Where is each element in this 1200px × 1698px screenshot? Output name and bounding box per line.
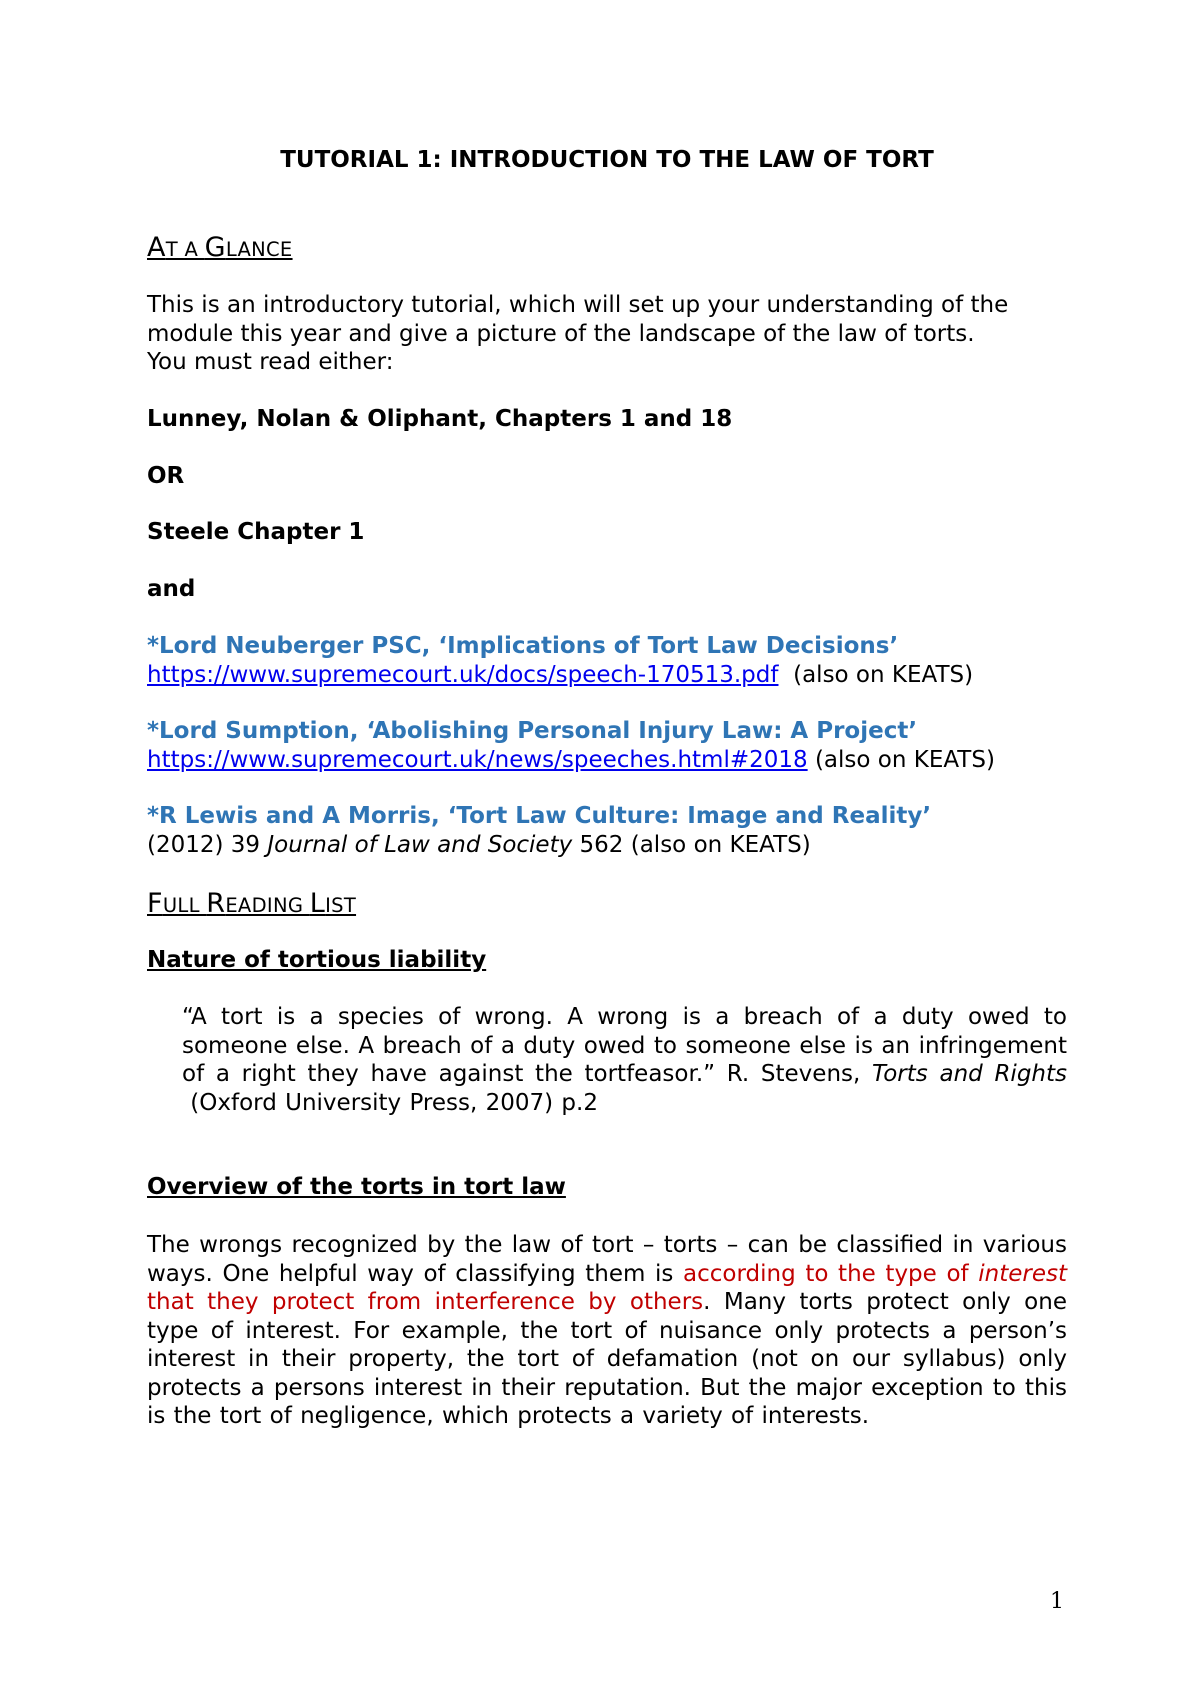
- speech-sumption-title: *Lord Sumption, ‘Abolishing Personal Injury Law: A Project’: [147, 718, 918, 744]
- speech-sumption: *Lord Sumption, ‘Abolishing Personal Injury Law: A Project’ https://www.supremecourt.uk/news/speeches.html#2018 (also on KEATS): [147, 718, 995, 773]
- article-title: *R Lewis and A Morris, ‘Tort Law Culture: Image and Reality’: [147, 803, 932, 829]
- at-a-glance-heading: AT A GLANCE: [147, 232, 293, 263]
- overview-paragraph: The wrongs recognized by the law of tort – torts – can be classified in various ways. One helpful way of classifying them is according to the type of interest that they protect from interference by others. Many torts protect only one type of interest. For example, the tort of nuisance only protects a person’s interest in their property, the tort of defamation (not on our syllabus) only protects a persons interest in their reputation. But the major exception to this is the tort of negligence, which protects a variety of interests.: [147, 1232, 1067, 1429]
- document-title: TUTORIAL 1: INTRODUCTION TO THE LAW OF TORT: [280, 147, 934, 173]
- intro-paragraph: This is an introductory tutorial, which will set up your understanding of the module this year and give a picture of the landscape of the law of torts. You must read either:: [147, 292, 1009, 375]
- section-heading-overview: Overview of the torts in tort law: [147, 1174, 566, 1200]
- page-number: 1: [1050, 1589, 1064, 1614]
- article-lewis-morris: *R Lewis and A Morris, ‘Tort Law Culture: Image and Reality’ (2012) 39 Journal of Law and Society 562 (also on KEATS): [147, 803, 932, 858]
- speech-neuberger-link[interactable]: https://www.supremecourt.uk/docs/speech-170513.pdf: [147, 661, 779, 688]
- reading-steele: Steele Chapter 1: [147, 519, 365, 545]
- reading-and: and: [147, 576, 196, 602]
- reading-lunney: Lunney, Nolan & Oliphant, Chapters 1 and 18: [147, 406, 733, 432]
- stevens-quote: “A tort is a species of wrong. A wrong is a breach of a duty owed to someone else. A breach of a duty owed to someone else is an infringement of a right they have against the tortfeasor.” R. Stevens, Torts and Rights (Oxford University Press, 2007) p.2: [182, 1004, 1067, 1116]
- speech-neuberger: *Lord Neuberger PSC, ‘Implications of Tort Law Decisions’ https://www.supremecourt.uk/docs/speech-170513.pdf (also on KEATS): [147, 633, 974, 688]
- highlighted-phrase: according to the type of interest that they protect from interference by others: [147, 1260, 1067, 1315]
- section-heading-nature: Nature of tortious liability: [147, 947, 487, 973]
- reading-or: OR: [147, 463, 185, 489]
- book-title: Torts and Rights: [872, 1061, 1067, 1087]
- journal-name: Journal of Law and Society: [267, 831, 573, 858]
- speech-sumption-link[interactable]: https://www.supremecourt.uk/news/speeches.html#2018: [147, 746, 808, 773]
- speech-neuberger-title: *Lord Neuberger PSC, ‘Implications of Tort Law Decisions’: [147, 633, 899, 659]
- full-reading-list-heading: FULL READING LIST: [147, 888, 357, 919]
